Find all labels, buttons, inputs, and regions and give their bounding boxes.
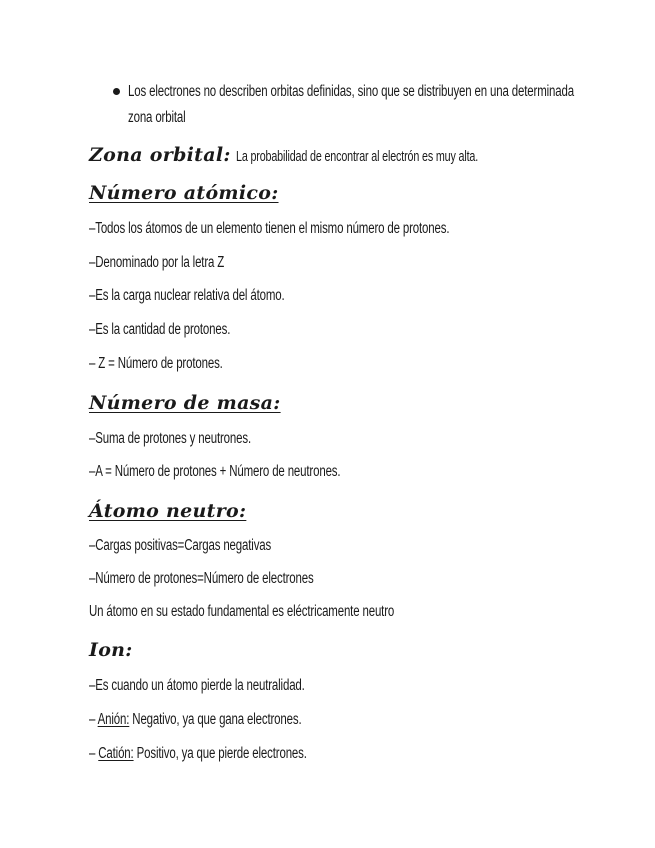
numero-atomico-item bbox=[89, 281, 353, 309]
zona-orbital-heading: Zona orbital: bbox=[89, 144, 231, 166]
ion-cation-text bbox=[89, 740, 307, 768]
numero-atomico-item bbox=[89, 248, 272, 276]
anion-description: Negativo, ya que gana electrones. bbox=[129, 711, 302, 728]
cation-label: Catión: bbox=[98, 745, 134, 762]
bullet-dot bbox=[113, 88, 120, 95]
atomo-neutro-heading: Átomo neutro: bbox=[89, 500, 247, 522]
zona-orbital-text: La probabilidad de encontrar al electrón es muy alta. bbox=[235, 149, 478, 165]
numero-atomico-item-text: – Z = Número de protones. bbox=[89, 355, 223, 372]
cation-prefix: – bbox=[89, 745, 99, 762]
numero-atomico-item-text: –Denominado por la letra Z bbox=[89, 254, 225, 271]
numero-masa-item bbox=[89, 424, 308, 452]
numero-atomico-item-text: –Es la carga nuclear relativa del átomo. bbox=[89, 287, 285, 304]
numero-atomico-item bbox=[89, 349, 270, 377]
numero-masa-heading-line bbox=[89, 389, 281, 417]
atomo-neutro-item-text: –Número de protones=Número de electrones bbox=[89, 570, 314, 587]
numero-atomico-item bbox=[89, 214, 576, 242]
numero-masa-item bbox=[89, 457, 429, 485]
bullet-line-2 bbox=[128, 103, 206, 131]
bullet-text-1: Los electrones no describen orbitas definidas, sino que se distribuyen en una determinada bbox=[128, 83, 574, 100]
numero-atomico-item-text: –Es la cantidad de protones. bbox=[89, 321, 231, 338]
atomo-neutro-item bbox=[89, 597, 501, 625]
ion-anion-line bbox=[89, 705, 376, 733]
ion-item-text: –Es cuando un átomo pierde la neutralidad. bbox=[89, 677, 305, 694]
ion-anion-text bbox=[89, 706, 302, 734]
numero-masa-heading: Número de masa: bbox=[89, 392, 281, 414]
ion-heading-line bbox=[89, 636, 133, 664]
cation-description: Positivo, ya que pierde electrones. bbox=[133, 745, 307, 762]
anion-prefix: – bbox=[89, 711, 98, 728]
atomo-neutro-item bbox=[89, 531, 335, 559]
numero-atomico-item bbox=[89, 315, 280, 343]
zona-orbital-line bbox=[89, 141, 563, 169]
atomo-neutro-item-text: Un átomo en su estado fundamental es eléctricamente neutro bbox=[89, 603, 395, 620]
numero-atomico-heading-line bbox=[89, 179, 279, 207]
ion-cation-line bbox=[89, 739, 383, 767]
numero-masa-item-text: –Suma de protones y neutrones. bbox=[89, 430, 251, 447]
numero-atomico-item-text: –Todos los átomos de un elemento tienen el mismo número de protones. bbox=[89, 220, 450, 237]
bullet-text-2: zona orbital bbox=[128, 109, 186, 126]
atomo-neutro-item bbox=[89, 564, 392, 592]
anion-label: Anión: bbox=[97, 711, 130, 728]
bullet-line-1 bbox=[128, 77, 655, 105]
numero-masa-item-text: –A = Número de protones + Número de neutrones. bbox=[89, 463, 341, 480]
atomo-neutro-heading-line bbox=[89, 497, 246, 525]
ion-item bbox=[89, 671, 380, 699]
ion-heading: Ion: bbox=[89, 639, 133, 661]
numero-atomico-heading: Número atómico: bbox=[89, 182, 279, 204]
atomo-neutro-item-text: –Cargas positivas=Cargas negativas bbox=[89, 537, 272, 554]
